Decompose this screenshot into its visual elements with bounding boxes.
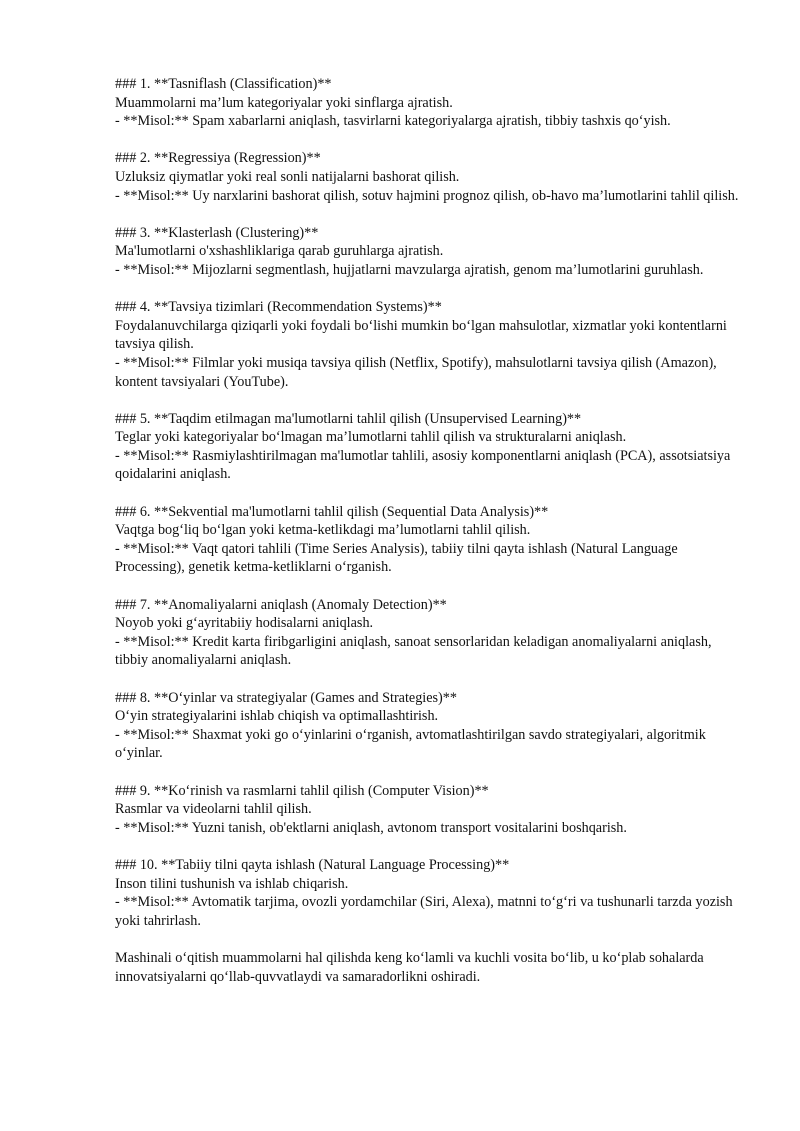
section-heading: ### 2. **Regressiya (Regression)** — [115, 150, 321, 167]
section-clustering — [115, 224, 745, 280]
section-heading: ### 9. **Ko‘rinish va rasmlarni tahlil qilish (Computer Vision)** — [115, 782, 489, 799]
section-recommendation — [115, 298, 745, 391]
conclusion-paragraph: Mashinali o‘qitish muammolarni hal qilishda keng ko‘lamli va kuchli vosita bo‘lib, u ko‘plab sohalarda innovatsiyalarni qo‘llab-quvvatlaydi va samaradorlikni oshiradi. — [115, 949, 704, 985]
section-description: Uzluksiz qiymatlar yoki real sonli natijalarni bashorat qilish. — [115, 168, 460, 185]
section-sequential — [115, 503, 745, 577]
section-example: - **Misol:** Shaxmat yoki go o‘yinlarini o‘rganish, avtomatlashtirilgan savdo strategiyalari, algoritmik o‘yinlar. — [115, 726, 706, 762]
section-description: Rasmlar va videolarni tahlil qilish. — [115, 801, 312, 818]
section-heading: ### 7. **Anomaliyalarni aniqlash (Anomaly Detection)** — [115, 596, 447, 613]
section-heading: ### 1. **Tasniflash (Classification)** — [115, 76, 332, 92]
section-heading: ### 10. **Tabiiy tilni qayta ishlash (Natural Language Processing)** — [115, 856, 510, 873]
section-description: Inson tilini tushunish va ishlab chiqarish. — [115, 875, 349, 892]
section-computer-vision — [115, 782, 745, 838]
section-heading: ### 5. **Taqdim etilmagan ma'lumotlarni tahlil qilish (Unsupervised Learning)** — [115, 410, 582, 427]
section-example: - **Misol:** Yuzni tanish, ob'ektlarni aniqlash, avtonom transport vositalarini boshqarish. — [115, 819, 627, 836]
section-description: Noyob yoki g‘ayritabiiy hodisalarni aniqlash. — [115, 615, 374, 632]
section-heading: ### 6. **Sekvential ma'lumotlarni tahlil qilish (Sequential Data Analysis)** — [115, 503, 549, 520]
section-regression — [115, 149, 745, 205]
section-nlp — [115, 856, 745, 930]
section-example: - **Misol:** Mijozlarni segmentlash, hujjatlarni mavzularga ajratish, genom ma’lumotlarini guruhlash. — [115, 261, 704, 278]
section-unsupervised — [115, 410, 745, 484]
section-classification — [115, 75, 745, 131]
section-games — [115, 689, 745, 763]
section-anomaly — [115, 596, 745, 670]
section-heading: ### 4. **Tavsiya tizimlari (Recommendation Systems)** — [115, 299, 442, 316]
section-description: Teglar yoki kategoriyalar bo‘lmagan ma’lumotlarni tahlil qilish va strukturalarni aniqlash. — [115, 429, 627, 446]
section-description: Vaqtga bog‘liq bo‘lgan yoki ketma-ketlikdagi ma’lumotlarni tahlil qilish. — [115, 522, 531, 539]
section-description: Ma'lumotlarni o'xshashliklariga qarab guruhlarga ajratish. — [115, 243, 444, 260]
section-example: - **Misol:** Kredit karta firibgarligini aniqlash, sanoat sensorlaridan keladigan anomaliyalarni aniqlash, tibbiy anomaliyalarni aniqlash. — [115, 633, 712, 669]
section-example: - **Misol:** Vaqt qatori tahlili (Time Series Analysis), tabiiy tilni qayta ishlash (Natural Language Processing), genetik ketma-ketliklarni o‘rganish. — [115, 540, 678, 576]
section-example: - **Misol:** Filmlar yoki musiqa tavsiya qilish (Netflix, Spotify), mahsulotlarni tavsiya qilish (Amazon), kontent tavsiyalari (YouTube). — [115, 354, 717, 390]
section-heading: ### 8. **O‘yinlar va strategiyalar (Games and Strategies)** — [115, 689, 457, 706]
section-description: Muammolarni ma’lum kategoriyalar yoki sinflarga ajratish. — [115, 94, 453, 111]
section-example: - **Misol:** Uy narxlarini bashorat qilish, sotuv hajmini prognoz qilish, ob-havo ma’lumotlarini tahlil qilish. — [115, 187, 739, 204]
section-example: - **Misol:** Avtomatik tarjima, ovozli yordamchilar (Siri, Alexa), matnni to‘g‘ri va tushunarli tarzda yozish yoki tahrirlash. — [115, 894, 733, 929]
section-example: - **Misol:** Rasmiylashtirilmagan ma'lumotlar tahlili, asosiy komponentlarni aniqlash (PCA), assotsiatsiya qoidalarini aniqlash. — [115, 447, 731, 483]
section-description: Foydalanuvchilarga qiziqarli yoki foydali bo‘lishi mumkin bo‘lgan mahsulotlar, xizmatlar yoki kontentlarni tavsiya qilish. — [115, 317, 727, 353]
section-heading: ### 3. **Klasterlash (Clustering)** — [115, 224, 319, 241]
document-page — [115, 75, 745, 986]
section-description: O‘yin strategiyalarini ishlab chiqish va optimallashtirish. — [115, 708, 439, 725]
section-example: - **Misol:** Spam xabarlarni aniqlash, tasvirlarni kategoriyalarga ajratish, tibbiy tashxis qo‘yish. — [115, 113, 671, 130]
